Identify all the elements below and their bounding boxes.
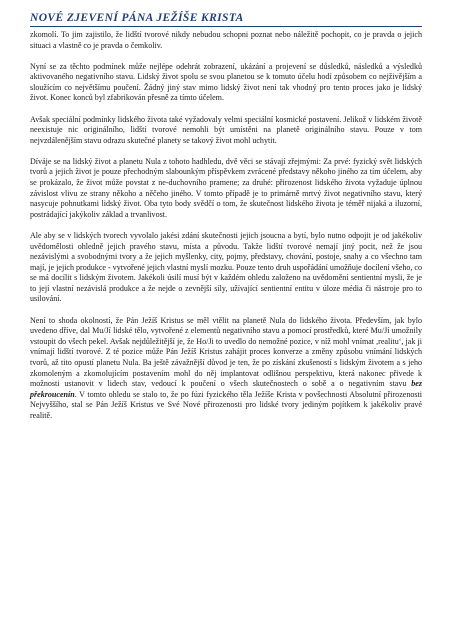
running-title: NOVÉ ZJEVENÍ PÁNA JEŽÍŠE KRISTA bbox=[30, 12, 244, 24]
document-body bbox=[30, 30, 422, 422]
header-rule bbox=[30, 26, 422, 27]
paragraph-6-emphasis: bez překroucenín bbox=[30, 379, 423, 399]
page-header bbox=[30, 12, 422, 27]
paragraph-6-text: Není to shoda okolností, že Pán Ježíš Kristus se měl vtělit na planetě Nula do lidského života. Především, jak bylo uvedeno dříve, dal Mu/Jí lidské tělo, vytvořené z elementů negativního stavu a pomocí prostředků, které Mu/Jí umožnily vstoupit do všech pekel. Avšak nejdůležitější je, že Ho/Ji to uvedlo do nemožné pozice, v níž mohl vnímat ,realitu‘, jak ji vnímají lidští tvorové. Z té pozice může Pán Ježíš Kristus zahájit proces konverze a změny způsobu vnímání lidských tvorů, až tito opustí planetu Nula. Ba ještě závažnější důvod je ten, že po získání zkušeností s lidským životem a s jeho zkomoleným a zkomolujícím postavením mohl do něj implantovat odlišnou perspektivu, která nakonec přivede k možnosti ustanovit v lidech stav, vedoucí k poučení o všech skutečnostech o sobě a o negativním stavu bbox=[30, 315, 422, 389]
paragraph-6 bbox=[30, 316, 422, 422]
paragraph-4: Díváje se na lidský život a planetu Nula z tohoto hadhledu, dvě věci se stávají zřejmými: Za prvé: fyzický svět lidských tvorů a jejich život je pouze přechodným slabounkým příspěvkem zvrácené představy někoho jiného za tím účelem, aby se prokázalo, že život může povstat z ne-duchovního pramene; za druhé: přirozenost lidského života vyžaduje úplnou závislost vlivu ze strany někoho a něčeho jiného. V tomto případě je to primárně mrtvý život negativního stavu, který nasycuje pohnutkami lidský život. Oba tyto body svědčí o tom, že skutečnost lidského života je téměř nijaká a iluzorní, postrádající jakýkoliv základ a trvanlivost. bbox=[30, 156, 422, 219]
paragraph-5: Ale aby se v lidských tvorech vyvolalo jakési zdání skutečnosti jejich jsoucna a bytí, bylo nutno odpojit je od jakékoliv uvědomělosti ohledně jejich pravého stavu, místa a původu. Takže lidští tvorové nemají jiný pocit, než že jsou nezávislými a svobodnými tvory a že jejich myšlenky, city, pojmy, představy, chování, postoje, snahy a co všechno tam mají, je jejich produkce - vytvořené jejich vlastní myslí mozku. Pouze tento druh uspořádání umožňuje docílení všeho, co se má docílit s lidským životem. Jakékoli úsilí musí být v každém ohledu založeno na uvědomění sentientní mysli, že je to její vlastní nezávislá produkce a že nejde o zevnější síly, užívající sentientní entitu v úloze média či nástroje pro to usilování. bbox=[30, 230, 422, 304]
paragraph-2: Nyní se za těchto podmínek může nejlépe odehrát zobrazení, ukázání a projevení se důsledků, následků a výsledků aktivovaného negativního stavu. Lidský život spolu se svou planetou se k tomuto účelu hodí způsobem co nejživějším a sloužícím co největšímu poučení. Žádný jiný stav mimo lidský život není tak vhodný pro tento proces jako je lidský život. Konec konců byl zfabrikován přesně za tímto účelem. bbox=[30, 61, 422, 103]
paragraph-6-tail: . V tomto ohledu se stalo to, že po fúzi fyzického těla Ježíše Krista v povšechnosti Absolutní přirozenosti Nejvyššího, stal se Pán Ježíš Kristus ve Své Nové přirozenosti pro lidské tvory jediným pojítkem k jakékoliv pravé realitě. bbox=[30, 389, 422, 420]
paragraph-1: zkomolí. To jim zajistilo, že lidští tvorové nikdy nebudou schopni poznat nebo náležitě pochopit, co je pravda o jejich situaci a vlastně co je pravda o čemkoliv. bbox=[30, 30, 422, 50]
paragraph-3: Avšak speciální podmínky lidského života také vyžadovaly velmi speciální kosmické postavení. Jelikož v lidském životě neexistuje nic originálního, lidští tvorové nemohli být umístěni na planetě originálního stavu. Pouze v tom nejvzdálenějším stavu odrazu skutečné planety se takový život mohl uchytit. bbox=[30, 114, 422, 145]
